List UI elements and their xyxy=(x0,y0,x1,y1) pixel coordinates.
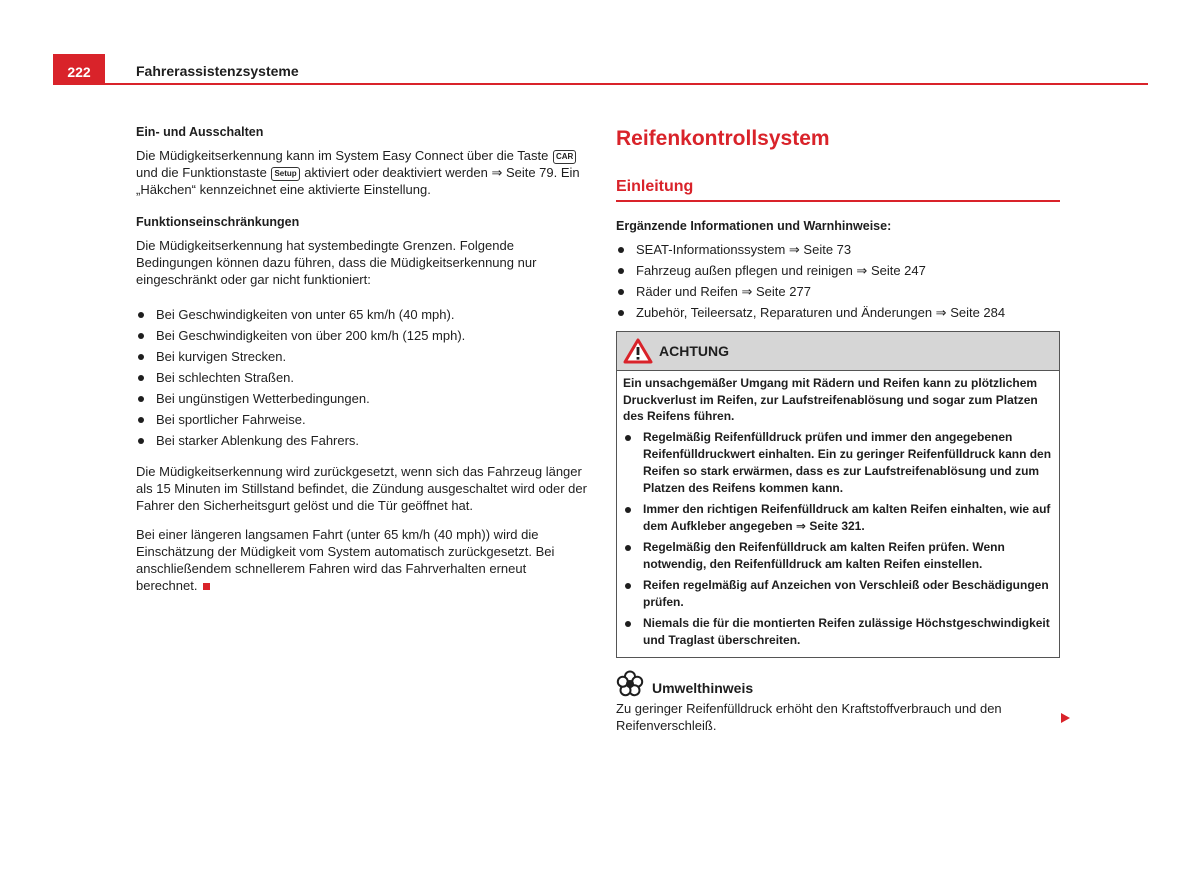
left-column xyxy=(136,124,591,604)
text-part: Die Müdigkeitserkennung kann im System Easy Connect über die Taste xyxy=(136,148,549,163)
list-item: Bei Geschwindigkeiten von über 200 km/h (125 mph). xyxy=(136,327,591,344)
environment-note-header xyxy=(616,670,1060,698)
paragraph-ein-ausschalten xyxy=(136,147,591,198)
list-item: Regelmäßig den Reifenfülldruck am kalten Reifen prüfen. Wenn notwendig, den Reifenfülldruck am kalten Reifen einstellen. xyxy=(623,539,1053,573)
chapter-title: Reifenkontrollsystem xyxy=(616,127,830,150)
list-item: Niemals die für die montierten Reifen zulässige Höchstgeschwindigkeit und Traglast überschreiten. xyxy=(623,615,1053,649)
environment-note-label: Umwelthinweis xyxy=(652,680,754,696)
setup-key-icon: Setup xyxy=(271,167,299,181)
section-heading: Einleitung xyxy=(616,177,1060,202)
list-item: Immer den richtigen Reifenfülldruck am kalten Reifen einhalten, wie auf dem Aufkleber angegeben ⇒ Seite 321. xyxy=(623,501,1053,535)
list-item: Reifen regelmäßig auf Anzeichen von Verschleiß oder Beschädigungen prüfen. xyxy=(623,577,1053,611)
text-part: Bei einer längeren langsamen Fahrt (unter 65 km/h (40 mph)) wird die Einschätzung der Müdigkeit vom System automatisch zurückgesetzt. Bei anschließendem schnellerem Fahren wird das Fahrverhalten erneut berechnet. xyxy=(136,527,555,593)
list-item: Regelmäßig Reifenfülldruck prüfen und immer den angegebenen Reifenfülldruckwert einhalten. Ein zu geringer Reifenfülldruck kann den Reifen so stark erwärmen, dass es zur Laufstreifenablösung und zum Platzen des Reifens kommen kann. xyxy=(623,429,1053,497)
continue-arrow-icon xyxy=(1061,713,1070,723)
page-number: 222 xyxy=(53,54,105,84)
list-item: SEAT-Informationssystem ⇒ Seite 73 xyxy=(616,241,1060,258)
list-item: Bei Geschwindigkeiten von unter 65 km/h (40 mph). xyxy=(136,306,591,323)
list-item: Fahrzeug außen pflegen und reinigen ⇒ Seite 247 xyxy=(616,262,1060,279)
section-title: Fahrerassistenzsysteme xyxy=(136,63,299,79)
end-marker-icon xyxy=(203,583,210,590)
warning-box xyxy=(616,331,1060,658)
paragraph-reset: Die Müdigkeitserkennung wird zurückgesetzt, wenn sich das Fahrzeug länger als 15 Minuten im Stillstand befindet, die Zündung ausgeschaltet wird oder der Fahrer den Sicherheitsgurt gelöst und die Tür geöffnet hat. xyxy=(136,464,587,513)
text-part: und die Funktionstaste xyxy=(136,165,267,180)
warning-header xyxy=(617,332,1059,371)
car-key-icon: CAR xyxy=(553,150,576,164)
paragraph-grenzen: Die Müdigkeitserkennung hat systembedingte Grenzen. Folgende Bedingungen können dazu führen, dass die Müdigkeitserkennung nur eingeschränkt oder gar nicht funktioniert: xyxy=(136,238,537,287)
environment-note-text: Zu geringer Reifenfülldruck erhöht den Kraftstoffverbrauch und den Reifenverschleiß. xyxy=(616,700,1002,733)
text-part: aktiviert oder deaktiviert werden ⇒ Seite 79. Ein „Häkchen“ kennzeichnet eine aktivierte Einstellung. xyxy=(136,165,580,197)
paragraph-slow-driving xyxy=(136,526,591,594)
info-heading: Ergänzende Informationen und Warnhinweise: xyxy=(616,219,892,233)
warning-body xyxy=(617,371,1059,657)
warning-intro: Ein unsachgemäßer Umgang mit Rädern und Reifen kann zu plötzlichem Druckverlust im Reifen, zur Laufstreifenablösung und sogar zum Platzen des Reifens führen. xyxy=(623,376,1038,423)
list-item: Räder und Reifen ⇒ Seite 277 xyxy=(616,283,1060,300)
list-item: Zubehör, Teileersatz, Reparaturen und Änderungen ⇒ Seite 284 xyxy=(616,304,1060,321)
list-item: Bei ungünstigen Wetterbedingungen. xyxy=(136,390,591,407)
heading-ein-ausschalten: Ein- und Ausschalten xyxy=(136,125,264,139)
list-item: Bei starker Ablenkung des Fahrers. xyxy=(136,432,591,449)
flower-icon xyxy=(616,670,644,698)
list-item: Bei sportlicher Fahrweise. xyxy=(136,411,591,428)
list-item: Bei kurvigen Strecken. xyxy=(136,348,591,365)
warning-list xyxy=(623,429,1053,649)
warning-triangle-icon xyxy=(623,338,653,364)
info-list xyxy=(616,241,1060,321)
list-item: Bei schlechten Straßen. xyxy=(136,369,591,386)
limitations-list xyxy=(136,306,591,449)
warning-label: ACHTUNG xyxy=(659,342,729,359)
heading-funktionseinschraenkungen: Funktionseinschränkungen xyxy=(136,215,300,229)
header-rule xyxy=(53,83,1148,85)
right-column xyxy=(616,124,1060,734)
